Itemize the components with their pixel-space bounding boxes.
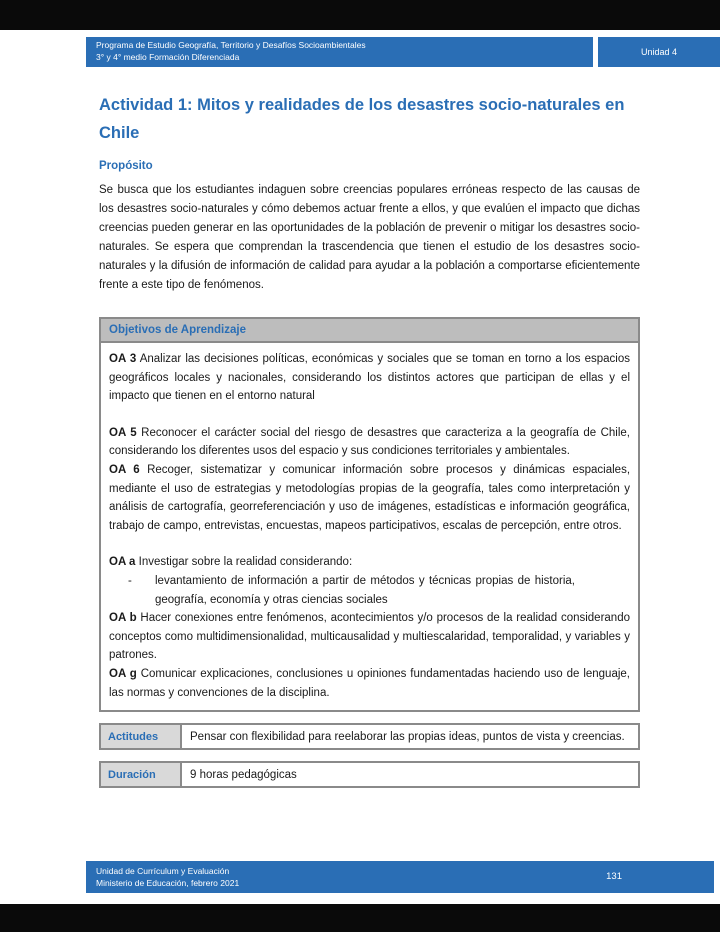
actitudes-row — [99, 723, 640, 750]
oa-item-oa6 — [109, 461, 630, 535]
oa-sub-bullet — [109, 572, 630, 609]
actitudes-value: Pensar con flexibilidad para reelaborar las propias ideas, puntos de vista y creencias. — [190, 730, 625, 743]
actitudes-label: Actitudes — [101, 725, 182, 748]
bullet-dash: - — [128, 574, 132, 587]
footer-left — [96, 865, 239, 890]
oa-item-label: OA 6 — [109, 463, 140, 476]
bullet-text: levantamiento de información a partir de métodos y técnicas propias de historia, geografía, economía y otras ciencias sociales — [155, 574, 575, 606]
objetivos-content — [99, 341, 640, 712]
header-program-line1: Programa de Estudio Geografía, Territorio y Desafíos Socioambientales — [96, 40, 366, 51]
document-header — [86, 37, 720, 67]
unit-badge: Unidad 4 — [598, 37, 720, 67]
oa-item-oa5 — [109, 424, 630, 461]
document-page — [0, 30, 720, 904]
oa-item-oab — [109, 609, 630, 665]
proposito-paragraph: Se busca que los estudiantes indaguen sobre creencias populares erróneas respecto de las causas de los desastres socio-naturales y cómo debemos actuar frente a ellos, y que evalúen el impacto que dichas creencias pueden generar en las oportunidades de la población de prevenir o mitigar los desastres socio-naturales. Se espera que comprendan la trascendencia que tienen el estudio de los desastres socio-naturales y la difusión de información de calidad para ayudar a la población a comportarse eficientemente frente a este tipo de fenómenos. — [99, 184, 640, 291]
objetivos-box — [99, 317, 640, 712]
header-program-bar — [86, 37, 593, 67]
proposito-heading: Propósito — [99, 160, 153, 172]
oa-item-text: Comunicar explicaciones, conclusiones u opiniones fundamentadas haciendo uso de lenguaje, las normas y convenciones de la disciplina. — [109, 667, 630, 699]
duracion-label: Duración — [101, 763, 182, 786]
footer-line2: Ministerio de Educación, febrero 2021 — [96, 878, 240, 888]
oa-item-text: Reconocer el carácter social del riesgo de desastres que caracteriza a la geografía de Chile, considerando los diferentes usos del espacio y sus condiciones territoriales y ambientales. — [109, 426, 630, 458]
oa-item-label: OA a — [109, 556, 136, 569]
oa-item-label: OA 3 — [109, 353, 137, 365]
duracion-value: 9 horas pedagógicas — [190, 768, 297, 781]
duracion-row — [99, 761, 640, 788]
footer-bar — [86, 861, 714, 893]
objetivos-heading: Objetivos de Aprendizaje — [99, 317, 640, 341]
oa-item-label: OA g — [109, 667, 137, 680]
oa-item-text: Analizar las decisiones políticas, económicas y sociales que se toman en torno a los espacios geográficos locales y nacionales, considerando los distintos actores que participan de ellas y el impacto que tienen en el entorno natural — [109, 353, 630, 403]
footer-line1: Unidad de Currículum y Evaluación — [96, 865, 230, 876]
footer-page-number: 131 — [606, 871, 622, 883]
page-title: Actividad 1: Mitos y realidades de los desastres socio-naturales en Chile — [99, 96, 625, 142]
oa-item-label: OA b — [109, 612, 137, 625]
oa-item-text: Recoger, sistematizar y comunicar información sobre procesos y dinámicas espaciales, mediante el uso de estrategias y metodologías propias de la geografía, tales como interpretación y análisis de cartografía, georreferenciación y uso de imágenes, estadísticas e información geográfica, trabajo de campo, entrevistas, encuestas, mapeos participativos, escalas de percepción, entre otros. — [109, 463, 631, 532]
oa-item-oag — [109, 665, 630, 702]
oa-item-text: Investigar sobre la realidad considerando: — [138, 556, 353, 569]
oa-item-text: Hacer conexiones entre fenómenos, acontecimientos y/o procesos de la realidad considerando conceptos como multidimensionalidad, multicausalidad y multiescalaridad, temporalidad, y variables y patrones. — [109, 612, 630, 662]
header-program-line2: 3° y 4° medio Formación Diferenciada — [96, 52, 240, 62]
oa-item-label: OA 5 — [109, 426, 137, 439]
oa-item-oa3 — [109, 350, 630, 406]
oa-item-oaa — [109, 553, 630, 572]
